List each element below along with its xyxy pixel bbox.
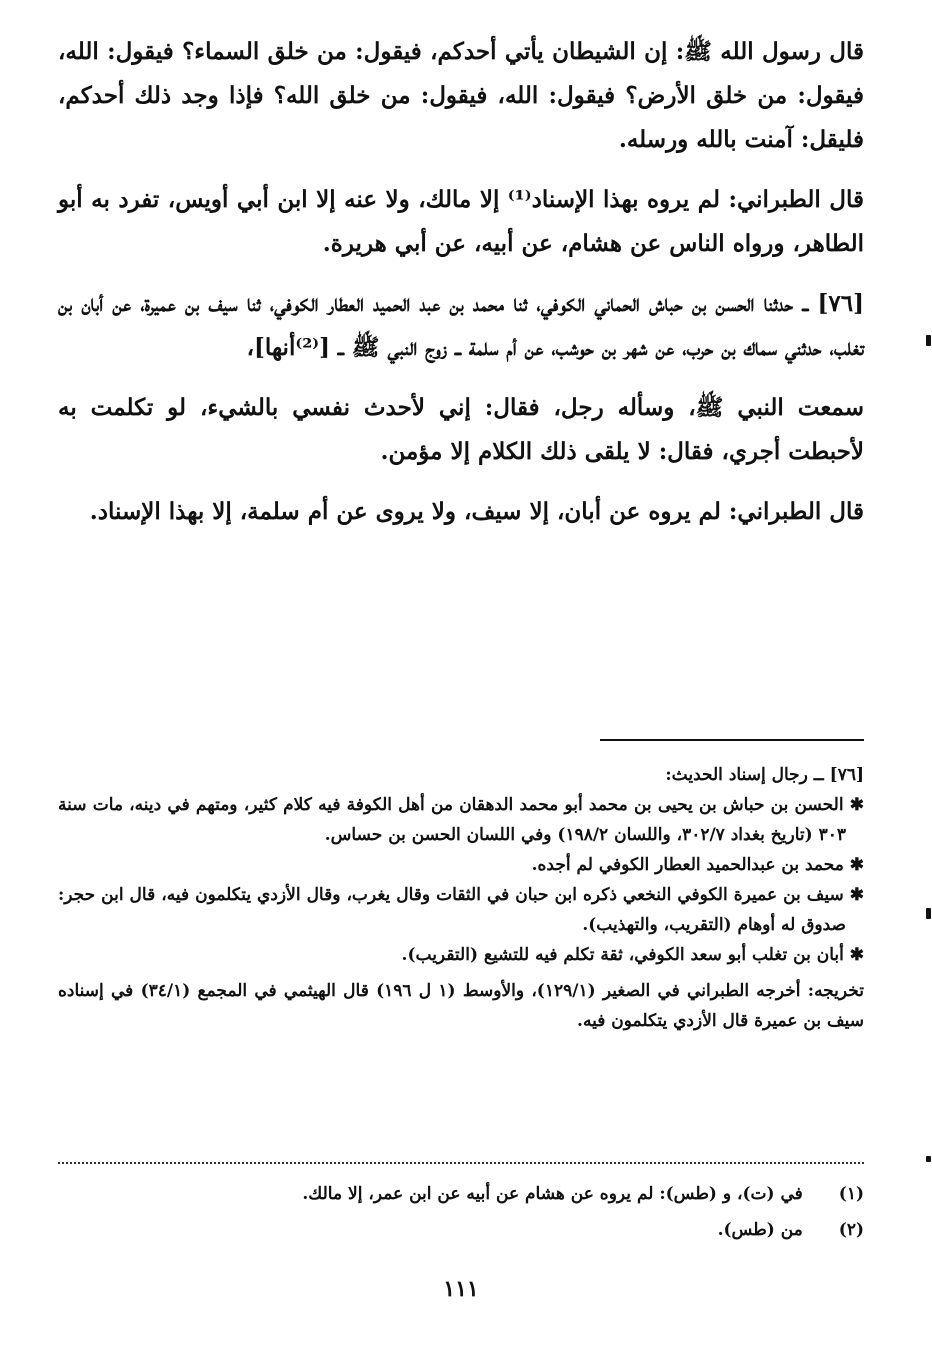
notes-heading: [٧٦] ــ رجال إسناد الحديث: (665, 765, 864, 785)
paragraph-tabarani-comment-1: قال الطبراني: لم يروه بهذا الإسناد⁽¹⁾ إلا مالك، ولا عنه إلا ابن أبي أويس، تفرد به أبو الطاهر، ورواه الناس عن هشام، عن أبيه، عن أبي هريرة. (58, 186, 865, 257)
paragraph-tabarani-comment-2: قال الطبراني: لم يروه عن أبان، إلا سيف، ولا يروى عن أم سلمة، إلا بهذا الإسناد. (89, 498, 864, 525)
book-page (58, 30, 865, 1302)
narrator-note-aban: ✱ أبان بن تغلب أبو سعد الكوفي، ثقة تكلم فيه للتشيع (التقريب). (401, 945, 864, 965)
scan-margin-mark (926, 908, 931, 919)
paragraph-hadith-76-isnad: [٧٦] ــ حدثنا الحسن بن حباش الحماني الكوفي، ثنا محمد بن عبد الحميد العطار الكوفي، ثنا سيف بن عميرة، عن أبان بن تغلب، حدثني سماك بن حرب، عن شهر بن حوشب، عن أم سلمة ــ زوج النبي ﷺ ــ [⁽²⁾أنها]، (58, 290, 864, 361)
footnote-text: من (طس). (717, 1220, 803, 1240)
narrator-note-hasan: ✱ الحسن بن حباش بن يحيى بن محمد أبو محمد الدهقان من أهل الكوفة فيه كلام كثير، ومتهم في دينه، مات سنة ٣٠٣ (تاريخ بغداد ٣٠٢/٧، واللسان ١٩٨/٢) وفي اللسان الحسن بن حساس. (58, 795, 864, 845)
footnotes-dotted-separator (58, 1162, 864, 1164)
main-text (58, 30, 864, 534)
scan-margin-mark (926, 1156, 931, 1162)
footnotes (58, 1176, 864, 1248)
narrators-notes (58, 760, 864, 1036)
scan-margin-mark (926, 335, 931, 346)
page-number: ١١١ (443, 1276, 479, 1302)
notes-separator-rule (600, 739, 864, 741)
narrator-note-muhammad: ✱ محمد بن عبدالحميد العطار الكوفي لم أجده. (531, 855, 864, 875)
footnote-number: (٢) (838, 1220, 864, 1240)
narrator-note-sayf: ✱ سيف بن عميرة الكوفي النخعي ذكره ابن حبان في الثقات وقال يغرب، وقال الأزدي يتكلمون فيه، قال ابن حجر: صدوق له أوهام (التقريب، والتهذيب). (58, 885, 864, 935)
footnote-2 (58, 1212, 864, 1248)
footnote-number: (١) (838, 1184, 864, 1204)
paragraph-hadith-76-matn: سمعت النبي ﷺ، وسأله رجل، فقال: إني لأحدث نفسي بالشيء، لو تكلمت به لأحبطت أجري، فقال: لا يلقى ذلك الكلام إلا مؤمن. (58, 394, 864, 465)
footnote-1 (58, 1176, 864, 1212)
footnote-text: في (ت)، و (طس): لم يروه عن هشام عن أبيه عن ابن عمر، إلا مالك. (302, 1184, 803, 1204)
takhrij-note: تخريجه: أخرجه الطبراني في الصغير (١٢٩/١)، والأوسط (١ ل ١٩٦) قال الهيثمي في المجمع (٣٤/١) في إسناده سيف بن عميرة قال الأزدي يتكلمون فيه. (58, 981, 864, 1031)
paragraph-hadith-satan: قال رسول الله ﷺ: إن الشيطان يأتي أحدكم، فيقول: من خلق السماء؟ فيقول: الله، فيقول: من خلق الأرض؟ فيقول: الله، فيقول: من خلق الله؟ فإذا وجد ذلك أحدكم، فليقل: آمنت بالله ورسله. (58, 38, 864, 153)
